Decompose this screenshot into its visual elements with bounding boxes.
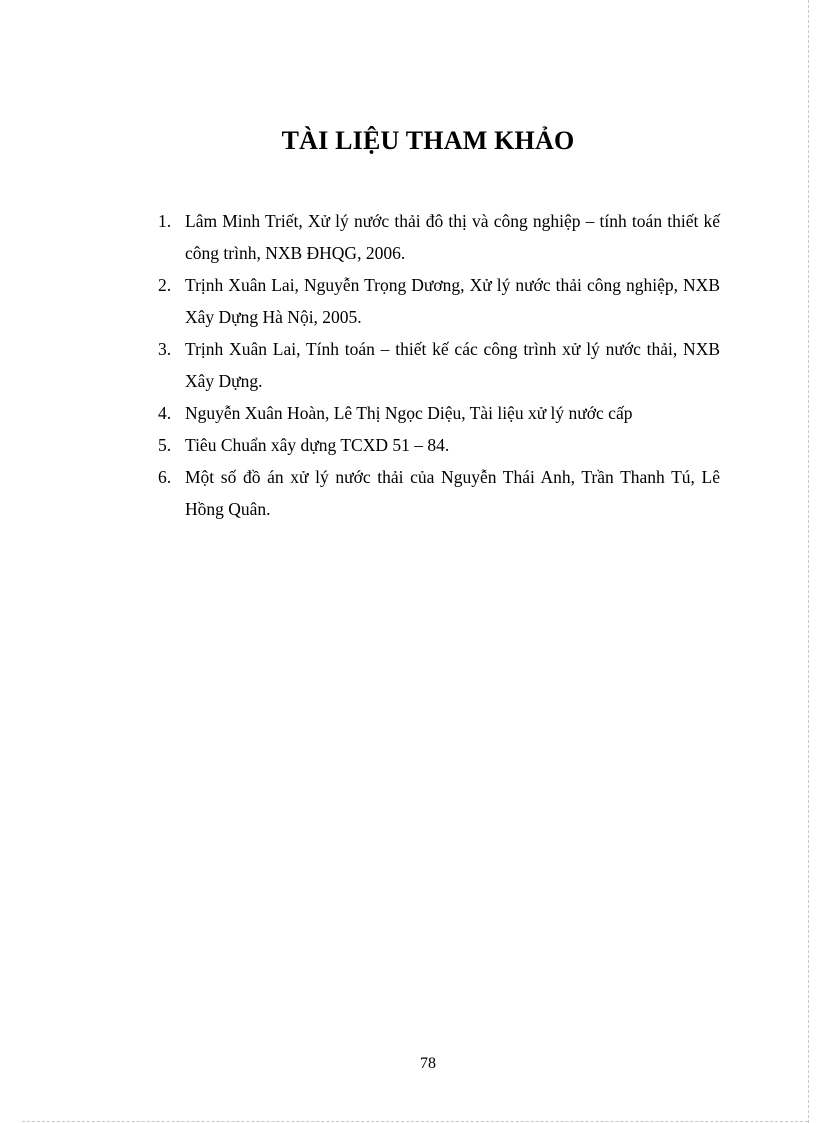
- page-border-right: [808, 0, 809, 1123]
- reference-item-5: [158, 429, 720, 461]
- reference-number: 5.: [158, 435, 172, 455]
- page-title: TÀI LIỆU THAM KHẢO: [281, 126, 575, 155]
- reference-item-3: [158, 333, 720, 397]
- reference-text: Lâm Minh Triết, Xử lý nước thải đô thị và công nghiệp – tính toán thiết kế công trình, NXB ĐHQG, 2006.: [185, 211, 720, 263]
- page-number: 78: [420, 1055, 436, 1072]
- reference-number: 3.: [158, 339, 172, 359]
- reference-text: Trịnh Xuân Lai, Tính toán – thiết kế các công trình xử lý nước thải, NXB Xây Dựng.: [185, 339, 720, 391]
- reference-text: Một số đồ án xử lý nước thải của Nguyễn Thái Anh, Trần Thanh Tú, Lê Hồng Quân.: [185, 467, 720, 519]
- reference-text: Tiêu Chuẩn xây dựng TCXD 51 – 84.: [185, 435, 450, 455]
- page-border-bottom: [22, 1121, 808, 1122]
- reference-list: [158, 205, 720, 525]
- reference-number: 1.: [158, 211, 172, 231]
- reference-number: 4.: [158, 403, 172, 423]
- reference-text: Nguyễn Xuân Hoàn, Lê Thị Ngọc Diệu, Tài liệu xử lý nước cấp: [185, 403, 633, 423]
- reference-item-4: [158, 397, 720, 429]
- reference-item-1: [158, 205, 720, 269]
- reference-text: Trịnh Xuân Lai, Nguyễn Trọng Dương, Xử lý nước thải công nghiệp, NXB Xây Dựng Hà Nội, 2005.: [185, 275, 720, 327]
- reference-item-6: [158, 461, 720, 525]
- reference-number: 6.: [158, 467, 172, 487]
- reference-item-2: [158, 269, 720, 333]
- reference-number: 2.: [158, 275, 172, 295]
